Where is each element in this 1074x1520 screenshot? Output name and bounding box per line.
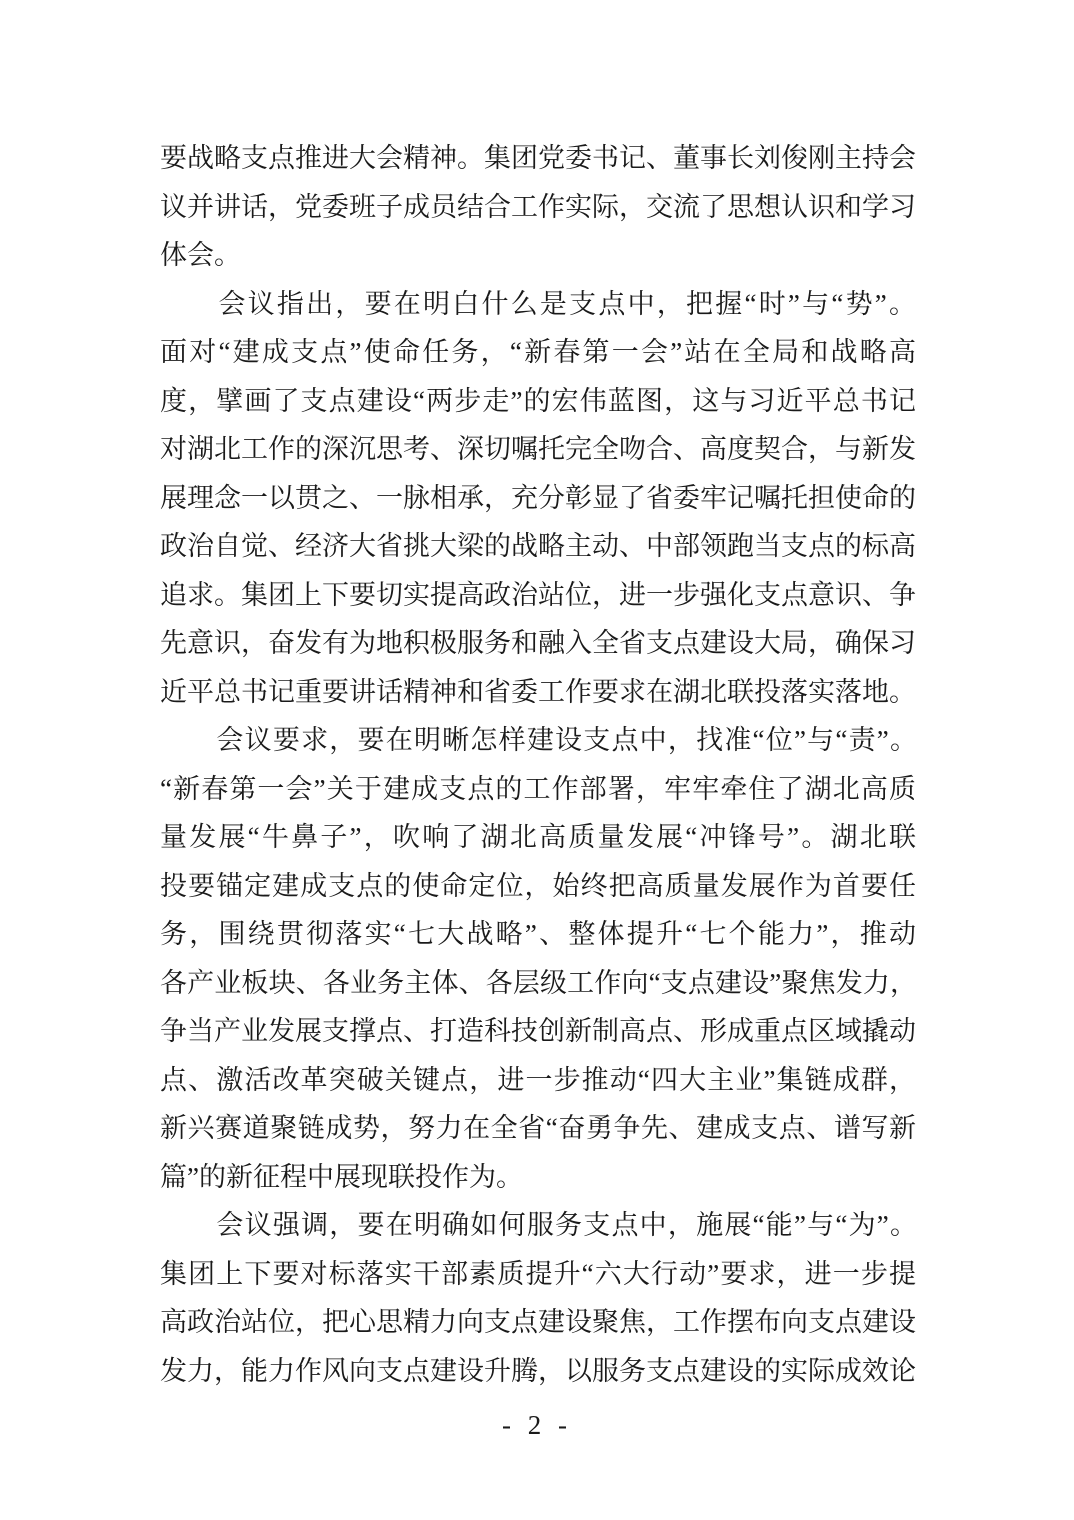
document-line: 对湖北工作的深沉思考、深切嘱托完全吻合、高度契合，与新发 [160,434,916,464]
document-line: 篇”的新征程中展现联投作为。 [160,1161,523,1192]
document-line: “新春第一会”关于建成支点的工作部署，牢牢牵住了湖北高质 [160,773,916,804]
page-number: - 2 - [502,1410,572,1440]
document-line: 务，围绕贯彻落实“七大战略”、整体提升“七个能力”，推动 [160,919,916,949]
document-line: 会议指出，要在明白什么是支点中，把握“时”与“势”。 [160,288,916,319]
document-line: 争当产业发展支撑点、打造科技创新制高点、形成重点区域撬动 [160,1016,916,1046]
document-line: 议并讲话，党委班子成员结合工作实际，交流了思想认识和学习 [160,191,916,222]
document-line: 会议强调，要在明确如何服务支点中，施展“能”与“为”。 [160,1210,916,1240]
document-line: 新兴赛道聚链成势，努力在全省“奋勇争先、建成支点、谱写新 [160,1113,916,1143]
document-line: 要战略支点推进大会精神。集团党委书记、董事长刘俊刚主持会 [160,143,916,173]
document-line: 点、激活改革突破关键点，进一步推动“四大主业”集链成群， [160,1064,916,1095]
document-line: 先意识，奋发有为地积极服务和融入全省支点建设大局，确保习 [160,628,916,658]
document-line: 体会。 [160,240,241,270]
document-line: 投要锚定建成支点的使命定位，始终把高质量发展作为首要任 [160,870,916,901]
document-line: 展理念一以贯之、一脉相承，充分彰显了省委牢记嘱托担使命的 [160,482,916,513]
document-line: 度，擘画了支点建设“两步走”的宏伟蓝图，这与习近平总书记 [160,385,916,416]
document-line: 追求。集团上下要切实提高政治站位，进一步强化支点意识、争 [160,579,916,610]
document-line: 集团上下要对标落实干部素质提升“六大行动”要求，进一步提 [160,1258,916,1289]
document-line: 近平总书记重要讲话精神和省委工作要求在湖北联投落实落地。 [160,676,916,707]
document-line: 会议要求，要在明晰怎样建设支点中，找准“位”与“责”。 [160,725,916,755]
document-line: 各产业板块、各业务主体、各层级工作向“支点建设”聚焦发力， [160,967,916,998]
document-line: 发力，能力作风向支点建设升腾，以服务支点建设的实际成效论 [160,1355,916,1386]
document-body [160,134,916,1395]
document-line: 高政治站位，把心思精力向支点建设聚焦，工作摆布向支点建设 [160,1307,916,1337]
document-line: 量发展“牛鼻子”，吹响了湖北高质量发展“冲锋号”。湖北联 [160,822,916,852]
document-line: 面对“建成支点”使命任务，“新春第一会”站在全局和战略高 [160,337,916,367]
document-line: 政治自觉、经济大省挑大梁的战略主动、中部领跑当支点的标高 [160,531,916,561]
